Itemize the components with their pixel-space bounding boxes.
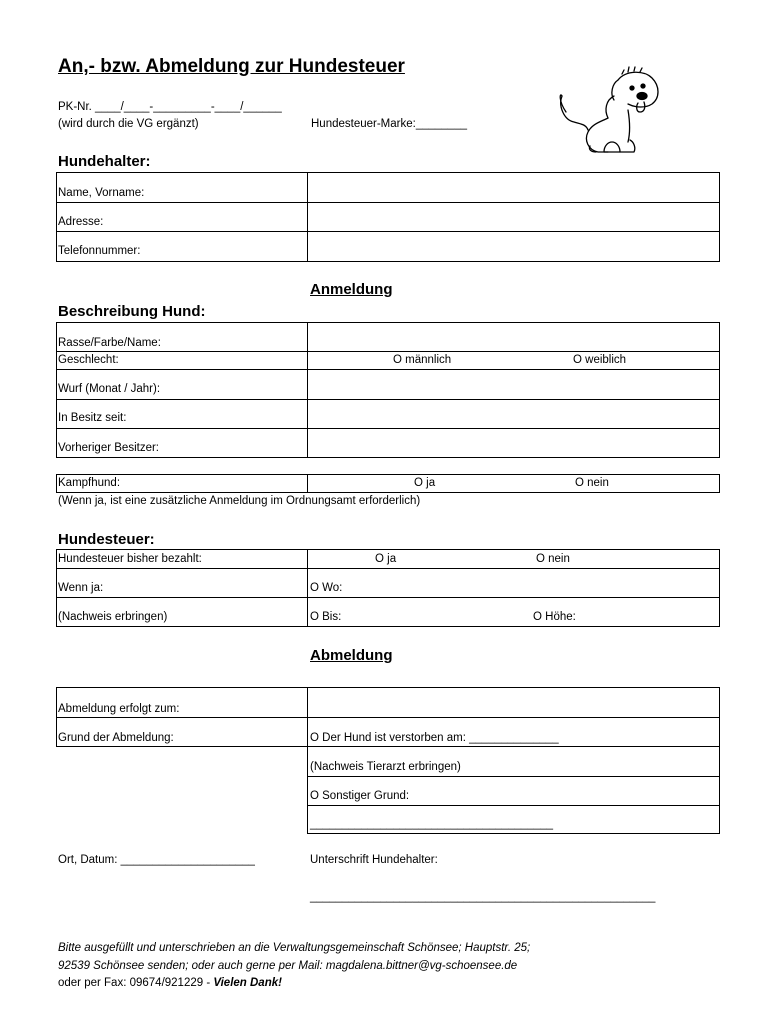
signature-label: Unterschrift Hundehalter: xyxy=(310,854,438,866)
footer-line-3 xyxy=(58,977,282,989)
deregistration-reason-label: Grund der Abmeldung: xyxy=(58,732,174,744)
deregistration-date-label: Abmeldung erfolgt zum: xyxy=(58,703,180,715)
other-reason-option: O Sonstiger Grund: xyxy=(310,790,410,802)
footer-line-1: Bitte ausgefüllt und unterschrieben an die Verwaltungsgemeinschaft Schönsee; Hauptstr. 25; xyxy=(58,942,531,954)
litter-label: Wurf (Monat / Jahr): xyxy=(58,383,161,395)
owner-name-label: Name, Vorname: xyxy=(58,187,145,199)
dog-tag-field: Hundesteuer-Marke:________ xyxy=(311,118,467,130)
pk-note: (wird durch die VG ergänzt) xyxy=(58,118,199,130)
page-title: An,- bzw. Abmeldung zur Hundesteuer xyxy=(58,56,405,77)
fax-text: oder per Fax: 09674/921229 - xyxy=(58,977,214,989)
fighting-dog-no: O nein xyxy=(575,477,609,489)
other-reason-line: ______________________________________ xyxy=(310,818,554,830)
registration-heading: Anmeldung xyxy=(310,281,393,298)
fighting-dog-yes: O ja xyxy=(414,477,436,489)
owner-heading: Hundehalter: xyxy=(58,153,151,170)
footer-line-2: 92539 Schönsee senden; oder auch gerne per Mail: magdalena.bittner@vg-schoensee.de xyxy=(58,960,518,972)
tax-paid-yes: O ja xyxy=(375,553,397,565)
amount-option: O Höhe: xyxy=(533,611,576,623)
owned-since-label: In Besitz seit: xyxy=(58,412,127,424)
owner-table xyxy=(56,172,720,262)
owner-phone-label: Telefonnummer: xyxy=(58,245,141,257)
vet-proof-note: (Nachweis Tierarzt erbringen) xyxy=(310,761,461,773)
fighting-dog-table xyxy=(56,474,720,493)
fighting-dog-note: (Wenn ja, ist eine zusätzliche Anmeldung im Ordnungsamt erforderlich) xyxy=(58,495,421,507)
breed-label: Rasse/Farbe/Name: xyxy=(58,337,161,349)
dog-description-heading: Beschreibung Hund: xyxy=(58,303,206,320)
pk-number-field: PK-Nr. ____/____-_________-____/______ xyxy=(58,101,282,113)
tax-paid-no: O nein xyxy=(536,553,570,565)
dog-illustration xyxy=(548,66,668,158)
if-yes-label: Wenn ja: xyxy=(58,582,104,594)
signature-line: ______________________________________________________ xyxy=(310,891,656,903)
proof-label: (Nachweis erbringen) xyxy=(58,611,168,623)
male-option: O männlich xyxy=(393,354,452,366)
deceased-option: O Der Hund ist verstorben am: ______________ xyxy=(310,732,559,744)
female-option: O weiblich xyxy=(573,354,627,366)
until-option: O Bis: xyxy=(310,611,342,623)
owner-address-label: Adresse: xyxy=(58,216,104,228)
sex-label: Geschlecht: xyxy=(58,354,119,366)
previous-owner-label: Vorheriger Besitzer: xyxy=(58,442,159,454)
deregistration-heading: Abmeldung xyxy=(310,647,393,664)
thanks-text: Vielen Dank! xyxy=(213,977,282,989)
place-date-field: Ort, Datum: _____________________ xyxy=(58,854,255,866)
dog-tax-heading: Hundesteuer: xyxy=(58,531,155,548)
tax-paid-label: Hundesteuer bisher bezahlt: xyxy=(58,553,202,565)
where-option: O Wo: xyxy=(310,582,343,594)
fighting-dog-label: Kampfhund: xyxy=(58,477,121,489)
